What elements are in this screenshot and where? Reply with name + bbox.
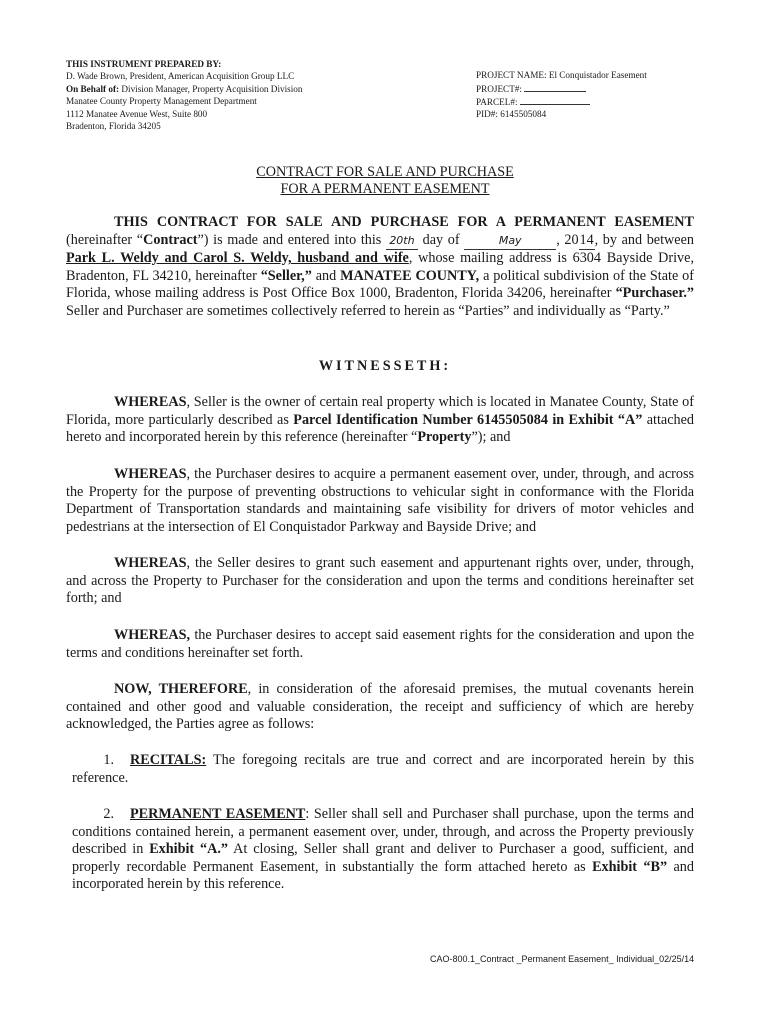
section-number: 1. [103, 752, 114, 768]
text: , the Seller desires to grant such easement and appurtenant rights over, under, through, and across the Property to Purchaser for the consideration and upon the terms and conditions hereinafter set forth; and [66, 555, 694, 607]
project-number-blank [524, 82, 586, 92]
preparer-line: Bradenton, Florida 34205 [66, 121, 161, 132]
text: (hereinafter “ [66, 231, 144, 248]
behalf-label: On Behalf of: [66, 83, 120, 94]
seller-names: Park L. Weldy and Carol S. Weldy, husband and wife [66, 250, 409, 267]
text: , in consideration of the aforesaid premises, the mutual covenants herein contained and other good and valuable consideration, the receipt and sufficiency of which are hereby acknowledged, the Parties agree as follows: [66, 681, 694, 733]
preparer-behalf [66, 83, 302, 95]
whereas-paragraph-2 [66, 466, 694, 536]
title-line-2: FOR A PERMANENT EASEMENT [280, 181, 490, 197]
intro-paragraph [66, 214, 694, 321]
seller-term: “Seller,” [260, 267, 312, 284]
year-field: 14 [579, 232, 595, 251]
whereas-label: WHEREAS [114, 555, 187, 571]
section-number: 2. [103, 806, 114, 822]
behalf-text: Division Manager, Property Acquisition Division [119, 83, 303, 94]
project-name: PROJECT NAME: El Conquistador Easement [476, 70, 647, 80]
exhibit-b-term: Exhibit “B” [592, 858, 668, 875]
now-therefore-label: NOW, THEREFORE [114, 681, 248, 697]
title-line-1: CONTRACT FOR SALE AND PURCHASE [256, 164, 514, 180]
text: : Seller shall sell and Purchaser shall purchase, upon the terms and conditions contained herein, a permanent easement over, under, through, and across the Property previously described in [72, 806, 694, 858]
form-footer: CAO-800.1_Contract _Permanent Easement_ Individual_02/25/14 [430, 954, 695, 964]
parcel-number-row [476, 95, 647, 109]
text: , whose mailing address is 6304 Bayside Drive, Bradenton, FL 34210, hereinafter [66, 250, 694, 284]
project-number-row [476, 82, 647, 96]
text: and incorporated herein by this reference. [72, 858, 694, 893]
document-title [0, 164, 770, 198]
parcel-number-blank [520, 95, 590, 105]
parcel-id-bold: Parcel Identification Number 6145505084 in Exhibit “A” [293, 411, 643, 428]
section-heading: RECITALS: [130, 752, 207, 768]
text: and [311, 267, 341, 284]
section-1-recitals [72, 752, 694, 787]
purchaser-term: “Purchaser.” [615, 285, 694, 302]
exhibit-a-term: Exhibit “A.” [149, 841, 229, 858]
whereas-paragraph-4 [66, 627, 694, 662]
pid-number: PID#: 6145505084 [476, 108, 547, 119]
whereas-label: WHEREAS [114, 466, 187, 482]
section-2-permanent-easement [72, 806, 694, 894]
text: Seller and Purchaser are sometimes collectively referred to herein as “Parties” and individually as “Party.” [66, 302, 670, 319]
intro-bold: THIS CONTRACT FOR SALE AND PURCHASE FOR A PERMANENT EASEMENT [114, 214, 694, 230]
text: ”); and [471, 429, 511, 446]
preparer-block [66, 58, 302, 132]
county-term: MANATEE COUNTY, [340, 267, 480, 284]
whereas-paragraph-1 [66, 394, 694, 447]
text: , Seller is the owner of certain real property which is located in Manatee County, State of Florida, more particularly described as [66, 394, 694, 428]
text: attached hereto and incorporated herein by this reference (hereinafter “ [66, 411, 695, 446]
whereas-paragraph-3 [66, 555, 694, 608]
parcel-number-label: PARCEL#: [476, 97, 518, 108]
section-heading: PERMANENT EASEMENT [130, 806, 306, 822]
project-block [476, 70, 647, 120]
text: the Purchaser desires to accept said easement rights for the consideration and upon the terms and conditions hereinafter set forth. [66, 627, 694, 661]
whereas-label: WHEREAS, [114, 627, 191, 643]
whereas-label: WHEREAS [114, 394, 187, 410]
text: , the Purchaser desires to acquire a permanent easement over, under, through, and across the Property for the purpose of preventing obstructions to vehicular sight in conformance with the Florida Department of Transportation standards and maintaining safe visibility for drivers of motor vehicles and pedestrians at the intersection of El Conquistador Parkway and Bayside Drive; and [66, 466, 694, 535]
preparer-heading: THIS INSTRUMENT PREPARED BY: [66, 59, 222, 69]
now-therefore-paragraph [66, 681, 694, 734]
text: ”) is made and entered into this [197, 231, 386, 248]
text: The foregoing recitals are true and correct and are incorporated herein by this reference. [72, 752, 694, 786]
witnesseth-heading: WITNESSETH: [318, 358, 452, 374]
contract-term: Contract [143, 231, 198, 248]
preparer-line: 1112 Manatee Avenue West, Suite 800 [66, 108, 208, 119]
text: day of [417, 231, 465, 248]
property-term: Property [417, 429, 472, 446]
preparer-line: D. Wade Brown, President, American Acquisition Group LLC [66, 71, 295, 82]
preparer-line: Manatee County Property Management Department [66, 96, 257, 107]
text: , 20 [556, 231, 579, 248]
project-number-label: PROJECT#: [476, 83, 522, 94]
text: At closing, Seller shall grant and deliver to Purchaser a good, sufficient, and properly recordable Permanent Easement, in substantially the form attached hereto as [72, 841, 694, 875]
month-field: May [464, 232, 556, 251]
text: a political subdivision of the State of Florida, whose mailing address is Post Office Box 1000, Bradenton, Florida 34206, hereinafter [66, 267, 694, 302]
text: , by and between [594, 231, 694, 248]
day-field: 20th [386, 232, 418, 251]
